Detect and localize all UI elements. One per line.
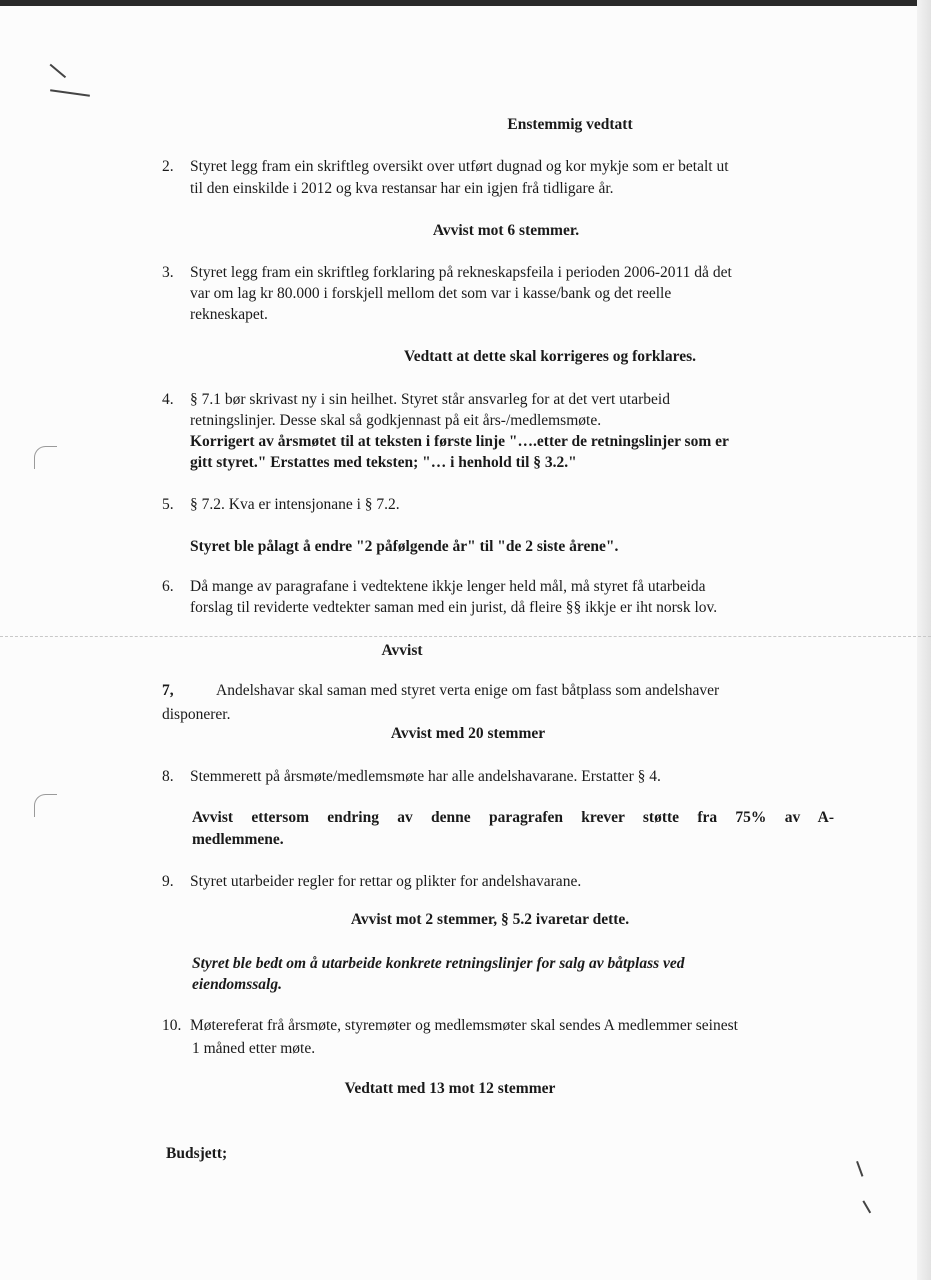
item-result: Avvist bbox=[381, 642, 423, 659]
item-result: Avvist mot 6 stemmer. bbox=[432, 222, 580, 239]
budget-heading: Budsjett; bbox=[166, 1145, 228, 1162]
scan-mark bbox=[857, 1161, 864, 1177]
item-result: Vedtatt at dette skal korrigeres og forklares. bbox=[403, 348, 696, 365]
item-result: Vedtatt med 13 mot 12 stemmer bbox=[344, 1080, 556, 1097]
header-result: Enstemmig vedtatt bbox=[507, 116, 633, 133]
item-text-line: Møtereferat frå årsmøte, styremøter og medlemsmøter skal sendes A medlemmer seinest bbox=[190, 1017, 738, 1034]
item-number: 3. bbox=[162, 264, 174, 281]
item-number: 4. bbox=[162, 391, 174, 408]
item-text-line: 1 måned etter møte. bbox=[192, 1040, 316, 1057]
item-result-line: gitt styret." Erstattes med teksten; "… i henhold til § 3.2." bbox=[190, 454, 577, 471]
item-text-line: Styret utarbeider regler for rettar og plikter for andelshavarane. bbox=[190, 873, 582, 890]
item-text-line: Styret legg fram ein skriftleg oversikt over utført dugnad og kor mykje som er betalt ut bbox=[190, 158, 729, 175]
item-text-line: § 7.1 bør skrivast ny i sin heilhet. Styret står ansvarleg for at det vert utarbeid bbox=[190, 391, 670, 408]
item-text-line: var om lag kr 80.000 i forskjell mellom det som var i kasse/bank og det reelle bbox=[190, 285, 672, 302]
item-number: 10. bbox=[162, 1017, 182, 1034]
item-text-line: Stemmerett på årsmøte/medlemsmøte har alle andelshavarane. Erstatter § 4. bbox=[190, 768, 661, 785]
item-number: 9. bbox=[162, 873, 174, 890]
item-number: 8. bbox=[162, 768, 174, 785]
item-result-line: Korrigert av årsmøtet til at teksten i første linje "….etter de retningslinjer som er bbox=[190, 433, 729, 450]
punch-hole bbox=[34, 794, 57, 817]
item-text-line: retningslinjer. Desse skal så godkjennast på eit års-/medlemsmøte. bbox=[190, 412, 602, 429]
item-result-line: Avvist ettersom endring av denne paragrafen krever støtte fra 75% av A- bbox=[192, 809, 834, 826]
item-text-line: rekneskapet. bbox=[190, 306, 268, 323]
item-result: Styret ble pålagt å endre "2 påfølgende år" til "de 2 siste årene". bbox=[190, 538, 619, 555]
item-note-line: eiendomssalg. bbox=[192, 976, 282, 993]
item-text-line: til den einskilde i 2012 og kva restansar har ein igjen frå tidligare år. bbox=[190, 180, 614, 197]
item-text-line: Styret legg fram ein skriftleg forklaring på rekneskapsfeila i perioden 2006-2011 då det bbox=[190, 264, 732, 281]
scan-right-edge bbox=[917, 0, 931, 1280]
item-result: Avvist med 20 stemmer bbox=[390, 725, 546, 742]
scan-mark bbox=[50, 89, 90, 97]
item-text-line: forslag til reviderte vedtekter saman med ein jurist, då fleire §§ ikkje er iht norsk lov. bbox=[190, 599, 718, 616]
punch-hole bbox=[34, 446, 57, 469]
item-result: Avvist mot 2 stemmer, § 5.2 ivaretar dette. bbox=[350, 911, 630, 928]
scan-mark bbox=[50, 64, 66, 78]
paper-fold-line bbox=[0, 636, 931, 638]
item-number: 5. bbox=[162, 496, 174, 513]
item-number: 6. bbox=[162, 578, 174, 595]
scan-top-edge bbox=[0, 0, 931, 6]
item-number: 2. bbox=[162, 158, 174, 175]
scan-mark bbox=[863, 1200, 871, 1213]
item-text-line: Andelshavar skal saman med styret verta enige om fast båtplass som andelshaver bbox=[216, 682, 720, 699]
item-text-line: disponerer. bbox=[162, 706, 231, 723]
item-text-line: § 7.2. Kva er intensjonane i § 7.2. bbox=[190, 496, 400, 513]
item-text-line: Då mange av paragrafane i vedtektene ikkje lenger held mål, må styret få utarbeida bbox=[190, 578, 706, 595]
item-result-line: medlemmene. bbox=[192, 831, 284, 848]
item-note-line: Styret ble bedt om å utarbeide konkrete retningslinjer for salg av båtplass ved bbox=[192, 955, 685, 972]
item-number: 7, bbox=[162, 682, 174, 699]
